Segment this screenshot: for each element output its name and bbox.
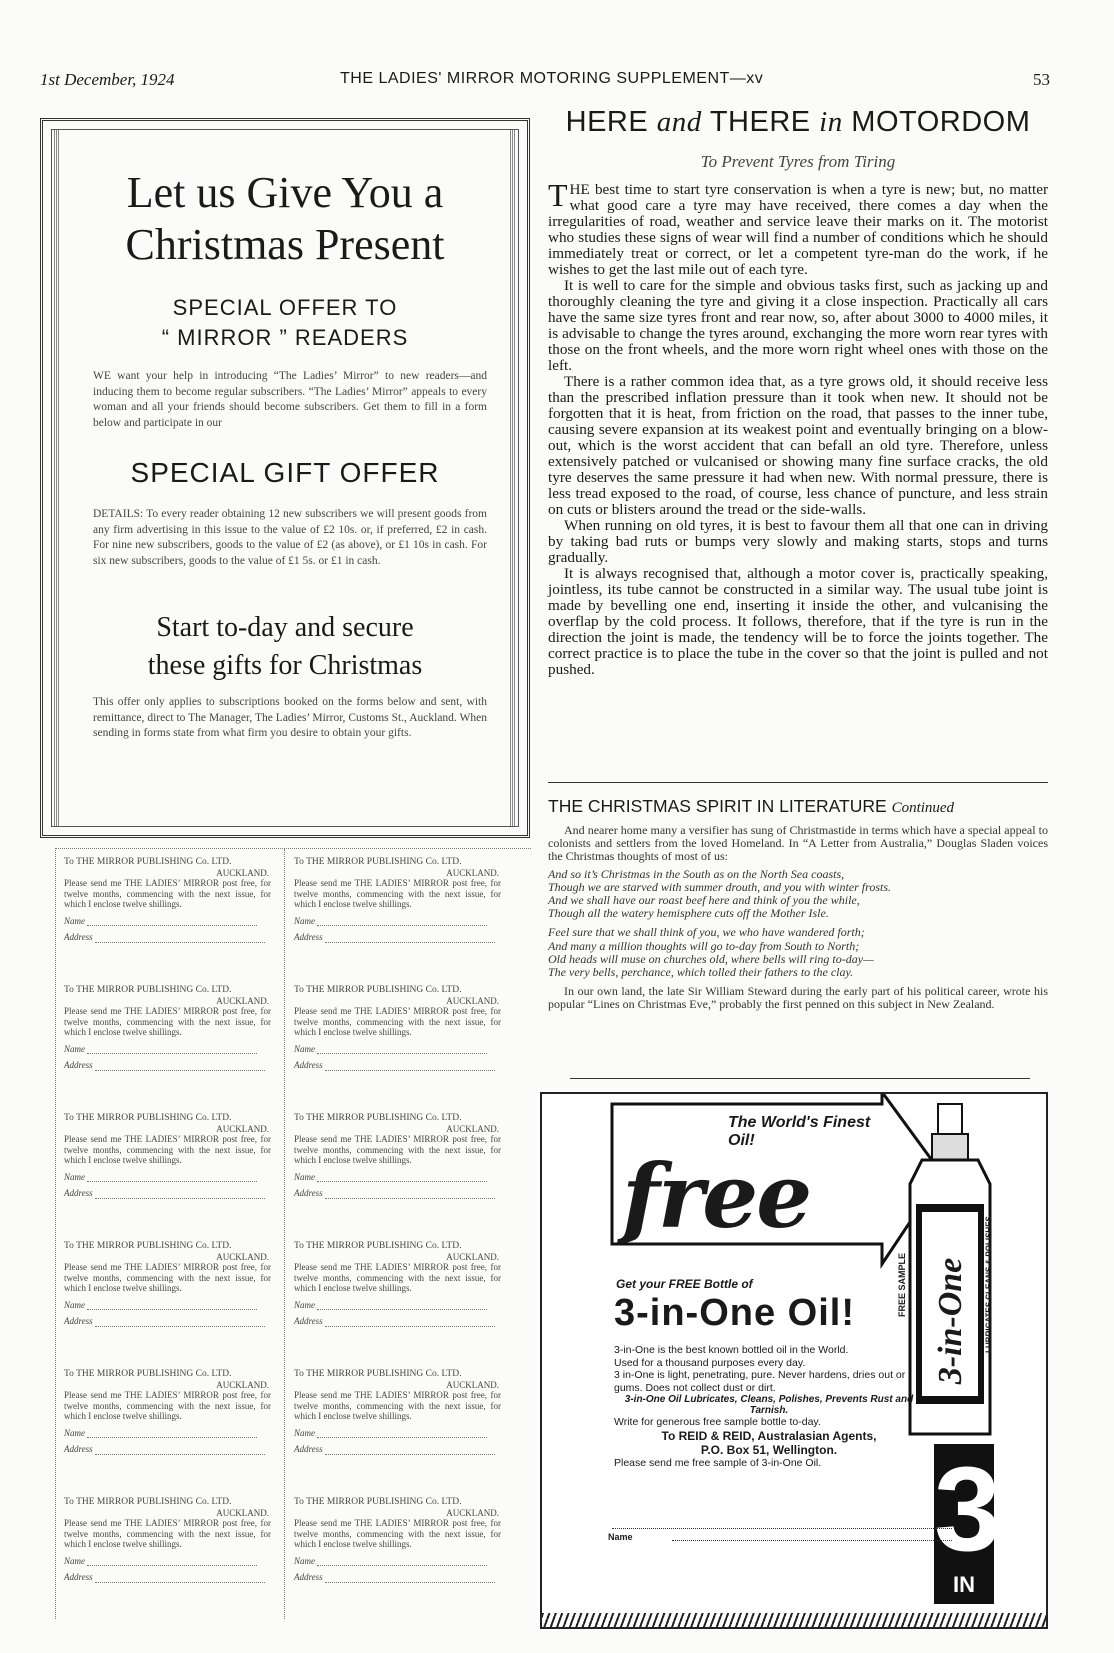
coupon-address-row [56,1060,281,1071]
coupon-name-row [286,916,511,927]
coupon-address-row [56,1316,281,1327]
coupon-address-label: Address [64,932,93,942]
offer-terms-paragraph: This offer only applies to subscriptions booked on the forms below and sent, with remittance, direct to The Manager, The Ladies’ Mirror, Customs St., Auckland. When sending in forms state from what firm you desire to obtain your gifts. [93,696,487,739]
poem-stanza-2 [548,926,1048,979]
coupon-text: Please send me THE LADIES’ MIRROR post free, for twelve months, commencing with the next issue, for which I enclose twelve shillings. [64,1518,271,1549]
issue-date: 1st December, 1924 [40,70,175,89]
ad-line: Used for a thousand purposes every day. [614,1356,806,1369]
coupon-addressee: To THE MIRROR PUBLISHING Co. LTD. [294,857,462,867]
section-divider [570,1078,1030,1079]
tyre-article-body [548,177,1048,678]
ad-line: 3 in-One is light, penetrating, pure. Never hardens, dries out or gums. Does not collect dust or dirt. [614,1369,906,1394]
coupon-address-field[interactable] [95,1582,265,1583]
section-divider [548,782,1048,783]
coupon-name-row [56,1428,281,1439]
coupon-address-label: Address [64,1316,93,1326]
coupon-text: Please send me THE LADIES’ MIRROR post free, for twelve months, commencing with the next issue, for which I enclose twelve shillings. [294,1006,501,1037]
three-in-one-oil-ad [540,1092,1048,1629]
coupon-text: Please send me THE LADIES’ MIRROR post free, for twelve months, commencing with the next issue, for which I enclose twelve shillings. [64,1134,271,1165]
coupon-name-field[interactable] [317,1309,487,1310]
coupon-address-row [56,1572,281,1583]
coupon-name-row [56,1172,281,1183]
start-line-2: these gifts for Christmas [147,650,423,681]
ad-left-stripe [54,130,60,826]
poem-line: And we shall have our roast beef here and think of you the while, [548,893,860,908]
subscription-coupon[interactable] [56,1113,281,1231]
coupon-name-field[interactable] [87,1181,257,1182]
coupon-name-field[interactable] [317,1053,487,1054]
subscription-coupons [55,848,531,1619]
worlds-finest-tagline: The World's Finest Oil! [728,1114,871,1149]
coupon-addressee: To THE MIRROR PUBLISHING Co. LTD. [294,1497,462,1507]
coupon-text: Please send me THE LADIES’ MIRROR post free, for twelve months, commencing with the next issue, for which I enclose twelve shillings. [64,1262,271,1293]
coupon-name-row [286,1428,511,1439]
coupon-text: Please send me THE LADIES’ MIRROR post free, for twelve months, commencing with the next issue, for which I enclose twelve shillings. [64,1390,271,1421]
bottle-label: 3-in-One [932,1257,969,1385]
article-subtitle: To Prevent Tyres from Tiring [700,152,896,171]
article-paragraph: When running on old tyres, it is best to favour them all that one can in driving by taking bad ruts or bumps very slowly and making starts, stops and turns gradually. [548,517,1048,566]
request-line: Please send me free sample of 3-in-One Oil. [614,1456,822,1469]
christmas-literature-title: THE CHRISTMAS SPIRIT IN LITERATURE Continued [548,796,955,816]
coupon-address-field[interactable] [95,1454,265,1455]
coupon-name-label: Name [64,1427,85,1438]
coupon-address-row [56,1444,281,1455]
coupon-name-label: Name [294,1427,315,1438]
name-field-label: Name [608,1532,633,1542]
subscription-coupon[interactable] [286,857,511,975]
page-number: 53 [1033,70,1050,89]
name-field[interactable] [672,1540,952,1541]
coupon-city: AUCKLAND. [446,995,499,1006]
coupon-text: Please send me THE LADIES’ MIRROR post free, for twelve months, commencing with the next issue, for which I enclose twelve shillings. [64,1006,271,1037]
coupon-name-label: Name [294,1555,315,1566]
subscription-coupon[interactable] [286,1241,511,1359]
start-line-1: Start to-day and secure [156,612,414,643]
coupon-text: Please send me THE LADIES’ MIRROR post free, for twelve months, commencing with the next issue, for which I enclose twelve shillings. [294,1518,501,1549]
coupon-name-row [56,1044,281,1055]
coupon-city: AUCKLAND. [216,1507,269,1518]
poem-line: The very bells, perchance, which tolled their fathers to the clay. [548,965,854,980]
product-tagline: 3-in-One Oil Lubricates, Cleans, Polishes, Prevents Rust and Tarnish. [624,1394,914,1416]
coupon-address-field[interactable] [95,1326,265,1327]
coupon-addressee: To THE MIRROR PUBLISHING Co. LTD. [64,1241,232,1251]
logo-in: IN [953,1572,975,1597]
coupon-name-row [286,1556,511,1567]
subscription-coupon[interactable] [286,1113,511,1231]
coupon-text: Please send me THE LADIES’ MIRROR post free, for twelve months, commencing with the next issue, for which I enclose twelve shillings. [294,878,501,909]
coupon-name-label: Name [64,1299,85,1310]
poem-line: And many a million thoughts will go to-day from South to North; [548,938,860,953]
subscription-coupon[interactable] [286,985,511,1103]
coupon-addressee: To THE MIRROR PUBLISHING Co. LTD. [294,1369,462,1379]
christmas-literature-body [548,824,1048,1012]
literature-paragraph: In our own land, the late Sir William Steward during the early part of his political career, wrote his popular “Lines on Christmas Eve,” probably the first penned on this subject in New Zealand. [548,984,1048,1012]
coupon-address-field[interactable] [325,1582,495,1583]
coupon-addressee: To THE MIRROR PUBLISHING Co. LTD. [64,1497,232,1507]
coupon-name-field[interactable] [87,1565,257,1566]
start-today-heading [63,609,507,685]
gift-details-paragraph: DETAILS: To every reader obtaining 12 new subscribers we will present goods from any firm advertising in this issue to the value of £2 10s. or, if preferred, £2 in cash. For nine new subscribers, goods to the value of £2 (as above), or £1 10s in cash. For six new subscribers, goods to the value of £1 5s. or £1 in cash. [93,508,487,567]
coupon-addressee: To THE MIRROR PUBLISHING Co. LTD. [64,1113,232,1123]
gift-offer-heading: SPECIAL GIFT OFFER [130,457,440,488]
coupon-name-label: Name [294,1171,315,1182]
poem-line: Feel sure that we shall think of you, we who have wandered forth; [548,925,865,940]
coupon-address-field[interactable] [325,1326,495,1327]
coupon-address-label: Address [64,1060,93,1070]
subscription-coupon[interactable] [286,1497,511,1615]
coupon-address-label: Address [294,932,323,942]
drop-cap: T [548,177,568,213]
coupon-address-row [56,932,281,943]
coupon-name-label: Name [294,1299,315,1310]
coupon-name-field[interactable] [87,1309,257,1310]
coupon-address-field[interactable] [95,942,265,943]
coupon-address-row [286,1060,511,1071]
subscription-coupon[interactable] [56,1497,281,1615]
offer-line-2: “ MIRROR ” READERS [161,325,409,350]
poem-line: Though all the watery hemisphere cuts off the Mother Isle. [548,906,829,921]
coupon-address-field[interactable] [95,1070,265,1071]
coupon-address-label: Address [64,1444,93,1454]
coupon-address-label: Address [294,1316,323,1326]
coupon-name-label: Name [64,1555,85,1566]
coupon-address-row [286,932,511,943]
get-free-bottle: Get your FREE Bottle of [616,1277,753,1291]
coupon-name-field[interactable] [317,1437,487,1438]
bottle-side-text: LUBRICATES CLEANS & POLISHES [984,1216,994,1353]
coupon-city: AUCKLAND. [446,1123,499,1134]
hatched-border [542,1613,1046,1627]
coupon-address-field[interactable] [325,1454,495,1455]
product-name: 3-in-One Oil! [614,1292,855,1334]
coupon-name-field[interactable] [317,925,487,926]
coupon-name-row [56,1556,281,1567]
coupon-name-label: Name [64,1171,85,1182]
coupon-city: AUCKLAND. [446,1379,499,1390]
ad-right-stripe [510,130,516,826]
coupon-name-field[interactable] [87,1437,257,1438]
ad-intro-paragraph: WE want your help in introducing “The Ladies’ Mirror” to new readers—and inducing them to become regular subscribers. “The Ladies’ Mirror” appeals to every woman and all your friends should become subscribers. Get them to fill in a form below and participate in our [93,370,487,429]
coupon-name-label: Name [294,1043,315,1054]
article-paragraph: It is well to care for the simple and obvious tasks first, such as jacking up and thoroughly cleaning the tyre and giving it a close inspection. Practically all cars have the same size tyres front and rear now, so, after about 3000 to 4000 miles, it is advisable to change the tyres around, exchanging the more worn rear tyres with those on the front wheels, and the more worn right wheel ones with those on the left. [548,277,1048,374]
coupon-city: AUCKLAND. [216,867,269,878]
coupon-text: Please send me THE LADIES’ MIRROR post free, for twelve months, commencing with the next issue, for which I enclose twelve shillings. [294,1134,501,1165]
coupon-name-label: Name [64,915,85,926]
article-paragraph: It is always recognised that, although a motor cover is, practically speaking, jointless, its tube cannot be constructed in a similar way. The usual tube joint is made by bevelling one end, inserting it inside the other, and vulcanising the overflap by the cold process. It follows, therefore, that if the tyre is run in the direction the joint is made, the tendency will be to force the joints together. The correct practice is to place the tube in the cover so that the joint is pulled and not pushed. [548,565,1048,678]
coupon-name-label: Name [64,1043,85,1054]
ad-line: Write for generous free sample bottle to-day. [614,1416,821,1428]
subscription-coupon[interactable] [56,985,281,1103]
coupon-city: AUCKLAND. [446,867,499,878]
coupon-name-row [286,1300,511,1311]
coupon-addressee: To THE MIRROR PUBLISHING Co. LTD. [294,985,462,995]
coupon-text: Please send me THE LADIES’ MIRROR post free, for twelve months, commencing with the next issue, for which I enclose twelve shillings. [294,1390,501,1421]
coupon-name-field[interactable] [317,1565,487,1566]
coupon-address-field[interactable] [325,1198,495,1199]
coupon-city: AUCKLAND. [446,1251,499,1262]
coupon-name-field[interactable] [87,925,257,926]
coupon-address-label: Address [294,1444,323,1454]
coupon-address-row [286,1444,511,1455]
coupon-city: AUCKLAND. [216,1379,269,1390]
form-blank-line[interactable] [612,1528,952,1529]
subscription-coupon[interactable] [56,857,281,975]
coupon-city: AUCKLAND. [216,1251,269,1262]
coupon-addressee: To THE MIRROR PUBLISHING Co. LTD. [64,1369,232,1379]
coupon-city: AUCKLAND. [216,995,269,1006]
christmas-offer-ad [40,118,530,838]
coupon-name-row [56,1300,281,1311]
po-box-line: P.O. Box 51, Wellington. [700,1442,838,1457]
coupon-column-divider [284,849,285,1619]
article-paragraph: There is a rather common idea that, as a tyre grows old, it should receive less than the prescribed inflation pressure than it took when new. It should not be forgotten that it is heat, from friction on the road, that passes to the inner tube, causing severe expansion at its weakest point and eventually bringing on a blow-out, which is the worst accident that can befall an old tyre. Therefore, unless extensively patched or vulcanised or showing many fine surface cracks, the old tyre deserves the same pressure it had when new. With normal pressure, there is less tread exposed to the road, of course, less chance of puncture, and less strain on cuts or blisters around the tread or the side-walls. [548,373,1048,518]
ad-line: 3-in-One is the best known bottled oil in the World. [614,1344,849,1356]
coupon-addressee: To THE MIRROR PUBLISHING Co. LTD. [294,1113,462,1123]
coupon-address-field[interactable] [95,1198,265,1199]
coupon-name-field[interactable] [87,1053,257,1054]
free-script-word: free [622,1144,811,1248]
coupon-name-row [286,1044,511,1055]
coupon-name-field[interactable] [317,1181,487,1182]
literature-paragraph: And nearer home many a versifier has sung of Christmastide in terms which have a special appeal to colonists and settlers from the loved Homeland. In “A Letter from Australia,” Douglas Sladen voices the Christmas thoughts of most of us: [548,823,1048,864]
supplement-title: THE LADIES' MIRROR MOTORING SUPPLEMENT—xv [340,70,764,87]
page-header [40,70,1050,94]
article-paragraph: THE best time to start tyre conservation is when a tyre is new; but, no matter what good care a tyre may have received, there comes a day when the irregularities of road, weather and service leave their marks on it. The motorist who studies these signs of wear will find a number of conditions which he should immediately treat or correct, or let a competent tyre-man do the work, if he wishes to get the last mile out of each tyre. [548,177,1048,278]
offer-line-1: SPECIAL OFFER TO [172,295,398,320]
subscription-coupon[interactable] [56,1241,281,1359]
coupon-address-row [286,1316,511,1327]
coupon-addressee: To THE MIRROR PUBLISHING Co. LTD. [64,857,232,867]
coupon-addressee: To THE MIRROR PUBLISHING Co. LTD. [294,1241,462,1251]
coupon-name-label: Name [294,915,315,926]
coupon-address-row [56,1188,281,1199]
coupon-name-row [286,1172,511,1183]
coupon-text: Please send me THE LADIES’ MIRROR post free, for twelve months, commencing with the next issue, for which I enclose twelve shillings. [294,1262,501,1293]
poem-line: And so it’s Christmas in the South as on the North Sea coasts, [548,866,845,881]
subscription-coupon[interactable] [56,1369,281,1487]
coupon-city: AUCKLAND. [216,1123,269,1134]
coupon-address-label: Address [64,1572,93,1582]
coupon-address-field[interactable] [325,1070,495,1071]
bottle-free-sample: FREE SAMPLE [897,1253,907,1318]
poem-stanza-1 [548,868,1048,921]
coupon-address-label: Address [294,1188,323,1198]
coupon-addressee: To THE MIRROR PUBLISHING Co. LTD. [64,985,232,995]
coupon-name-row [56,916,281,927]
poem-line: Old heads will muse on churches old, where bells will ring to-day— [548,951,874,966]
agents-line: To REID & REID, Australasian Agents, [661,1428,877,1443]
logo-digit: 3 [934,1442,1001,1576]
coupon-address-row [286,1572,511,1583]
coupon-address-label: Address [294,1572,323,1582]
oil-ad-copy [614,1344,924,1469]
coupon-address-label: Address [64,1188,93,1198]
coupon-text: Please send me THE LADIES’ MIRROR post free, for twelve months, commencing with the next issue, for which I enclose twelve shillings. [64,878,271,909]
coupon-address-label: Address [294,1060,323,1070]
ad-headline: Let us Give You a Christmas Present [125,168,445,269]
coupon-city: AUCKLAND. [446,1507,499,1518]
section-title: HERE and THERE in MOTORDOM [565,106,1031,138]
coupon-address-row [286,1188,511,1199]
poem-line: Though we are starved with summer drouth, and you with winter frosts. [548,879,892,894]
special-offer-heading [63,293,507,353]
subscription-coupon[interactable] [286,1369,511,1487]
coupon-address-field[interactable] [325,942,495,943]
